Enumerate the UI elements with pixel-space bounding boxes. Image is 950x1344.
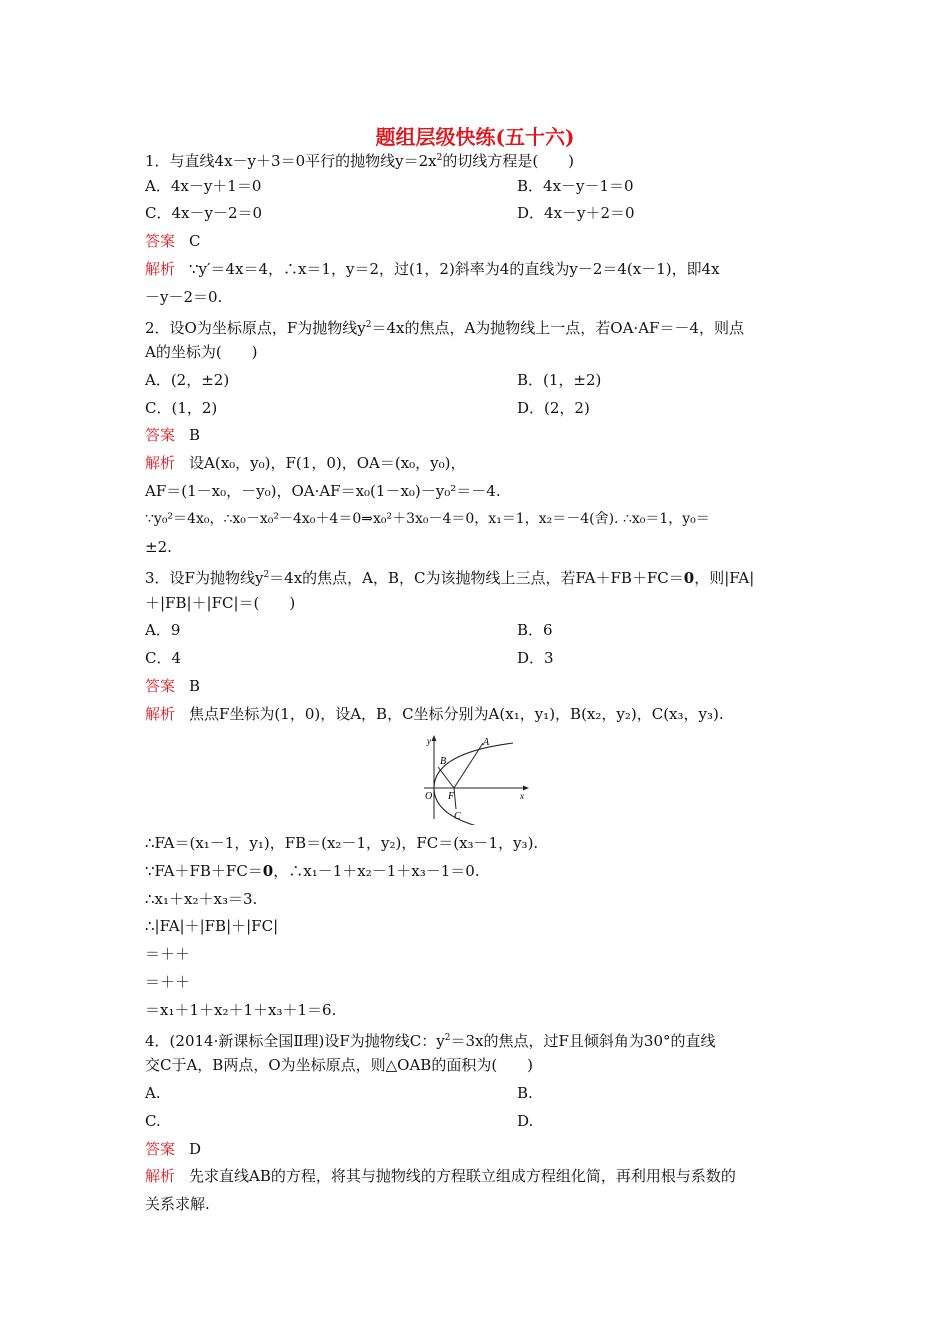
answer-label: 答案: [145, 232, 176, 250]
analysis-label: 解析: [145, 260, 176, 278]
q1-option-a: A．4x－y＋1＝0: [145, 177, 262, 195]
q1-option-b: B．4x－y－1＝0: [517, 177, 634, 195]
q3-option-d: D．3: [517, 649, 554, 667]
q1-stem: 1．与直线4x－y＋3＝0平行的抛物线$y=2x^2$的切线方程是( ): [145, 152, 575, 170]
q3-stem-cont: ＋|FB|＋|FC|＝( ): [145, 594, 296, 612]
q3-answer: 答案 B: [145, 677, 201, 695]
point-b-label: B: [440, 756, 447, 767]
answer-label: 答案: [145, 426, 176, 444]
q2-option-a: A．(2，±2): [145, 371, 230, 389]
page-title: 题组层级快练(五十六): [375, 125, 575, 149]
analysis-label: 解析: [145, 454, 176, 472]
q1-answer: 答案 C: [145, 232, 201, 250]
q4-stem: 4．(2014·新课标全国Ⅱ理)设F为抛物线C：$y^2=3x$的焦点，过F且倾斜角为30°的直线: [145, 1032, 716, 1050]
q3-step-1: ∴FA＝(x₁－1，y₁)，FB＝(x₂－1，y₂)，FC＝(x₃－1，y₃).: [145, 834, 539, 852]
q3-stem: 3．设F为抛物线$y^2=4x$的焦点，A，B，C为该抛物线上三点，若FA＋FB＋FC＝0，则|FA|: [145, 569, 755, 587]
q2-analysis-line-4: ±2.: [145, 538, 172, 556]
q2-stem: 2．设O为坐标原点，F为抛物线$y^2=4x$的焦点，A为抛物线上一点，若OA·AF＝－4，则点: [145, 319, 744, 337]
q2-option-d: D．(2，2): [517, 399, 590, 417]
parabola-figure: [420, 733, 532, 825]
q3-step-7: ＝x₁＋1＋x₂＋1＋x₃＋1＝6.: [145, 1001, 337, 1019]
origin-label: O: [425, 791, 433, 802]
q4-analysis-cont: 关系求解.: [145, 1195, 210, 1213]
q3-step-6: ＝＋＋: [145, 973, 191, 991]
q4-option-c: C.: [145, 1112, 161, 1130]
q4-stem-cont: 交C于A，B两点，O为坐标原点，则△OAB的面积为( ): [145, 1056, 534, 1074]
q4-analysis: 解析 先求直线AB的方程，将其与抛物线的方程联立组成方程组化简，再利用根与系数的: [145, 1167, 736, 1185]
q1-option-d: D．4x－y＋2＝0: [517, 204, 635, 222]
analysis-label: 解析: [145, 705, 176, 723]
q3-step-2: ∵FA＋FB＋FC＝0，∴x₁－1＋x₂－1＋x₃－1＝0.: [145, 862, 480, 880]
q4-option-a: A.: [145, 1084, 161, 1102]
q2-option-c: C．(1，2): [145, 399, 218, 417]
q3-step-5: ＝＋＋: [145, 945, 191, 963]
q4-option-b: B.: [517, 1084, 533, 1102]
q2-stem-cont: A的坐标为( ): [145, 343, 258, 361]
q2-analysis-line-3: ∵y₀²＝4x₀，∴x₀－x₀²－4x₀＋4＝0⇒x₀²＋3x₀－4＝0，x₁＝1，x₂＝－4(舍). ∴x₀＝1，y₀＝: [145, 511, 710, 527]
q3-step-4: ∴|FA|＋|FB|＋|FC|: [145, 917, 279, 935]
q1-analysis: 解析 ∵y′＝4x＝4，∴x＝1，y＝2，过(1，2)斜率为4的直线为y－2＝4(x－1)，即4x: [145, 260, 720, 278]
q3-step-3: ∴x₁＋x₂＋x₃＝3.: [145, 890, 258, 908]
x-axis-label: x: [520, 791, 524, 801]
point-a-label: A: [483, 737, 490, 748]
analysis-label: 解析: [145, 1167, 176, 1185]
q2-option-b: B．(1，±2): [517, 371, 602, 389]
focus-label: F: [448, 791, 455, 802]
q2-answer: 答案 B: [145, 426, 201, 444]
point-c-label: C: [454, 811, 461, 822]
q2-analysis: 解析 设A(x₀，y₀)，F(1，0)，OA＝(x₀，y₀)，: [145, 454, 466, 472]
q1-analysis-cont: －y－2＝0.: [145, 288, 223, 306]
q3-option-c: C．4: [145, 649, 182, 667]
answer-label: 答案: [145, 1140, 176, 1158]
q3-analysis: 解析 焦点F坐标为(1，0)，设A，B，C坐标分别为A(x₁，y₁)，B(x₂，y₂)，C(x₃，y₃).: [145, 705, 724, 723]
q1-option-c: C．4x－y－2＝0: [145, 204, 263, 222]
answer-label: 答案: [145, 677, 176, 695]
q3-option-a: A．9: [145, 621, 181, 639]
q2-analysis-line-2: AF＝(1－x₀，－y₀)，OA·AF＝x₀(1－x₀)－y₀²＝－4.: [145, 482, 501, 500]
y-axis-label: y: [427, 736, 431, 746]
q4-option-d: D.: [517, 1112, 534, 1130]
q3-option-b: B．6: [517, 621, 553, 639]
q4-answer: 答案 D: [145, 1140, 202, 1158]
